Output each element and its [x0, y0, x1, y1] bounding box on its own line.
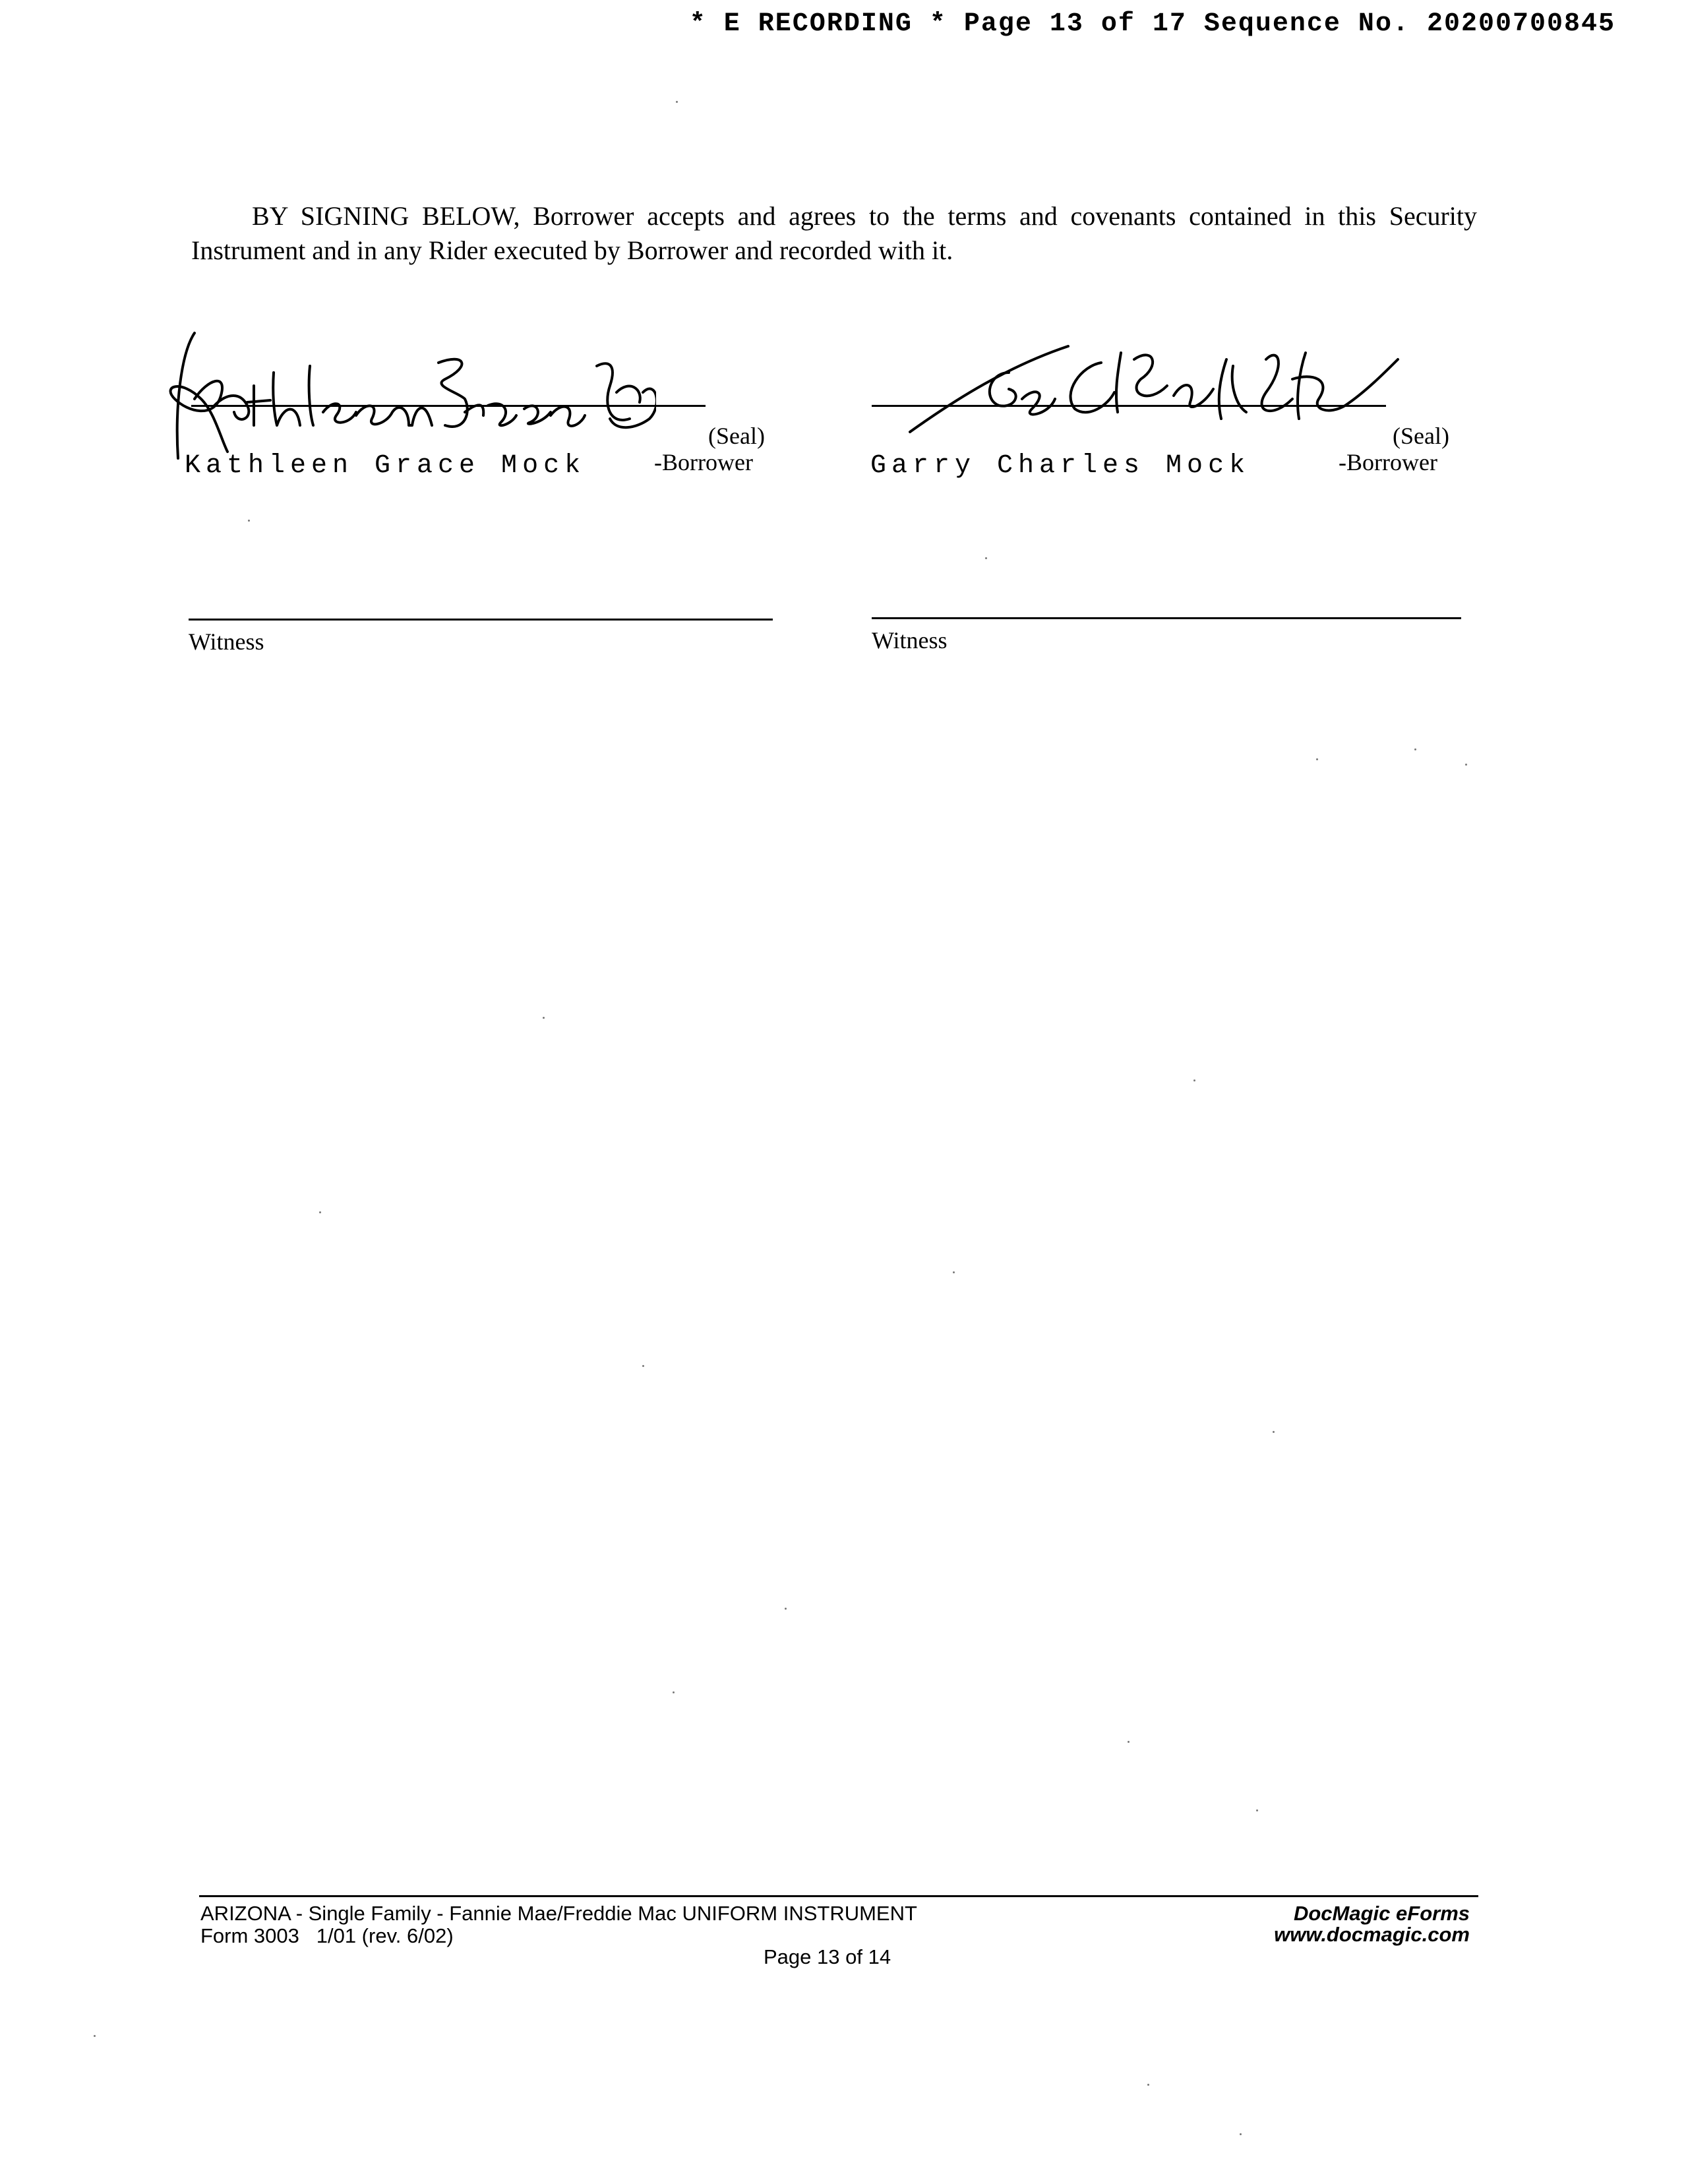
seal-label: (Seal) — [1393, 423, 1449, 449]
signature-line — [872, 405, 1386, 407]
form-number: Form 3003 1/01 (rev. 6/02) — [200, 1924, 454, 1947]
signature-image-garry — [857, 333, 1411, 452]
borrower-name: Garry Charles Mock — [870, 451, 1251, 481]
witness-label: Witness — [189, 628, 264, 655]
signing-paragraph — [191, 199, 1477, 268]
borrower-name: Kathleen Grace Mock — [185, 451, 586, 481]
witness-line — [872, 617, 1461, 619]
borrower-role: -Borrower — [654, 449, 753, 475]
borrower-role: -Borrower — [1339, 449, 1437, 475]
form-title: ARIZONA - Single Family - Fannie Mae/Freddie Mac UNIFORM INSTRUMENT — [200, 1902, 917, 1925]
footer-rule — [199, 1895, 1478, 1897]
recording-header: * E RECORDING * Page 13 of 17 Sequence No. 20200700845 — [689, 9, 1615, 39]
signature-line — [191, 405, 706, 407]
seal-label: (Seal) — [708, 423, 765, 449]
witness-label: Witness — [872, 627, 948, 653]
signing-paragraph-text: BY SIGNING BELOW, Borrower accepts and agrees to the terms and covenants contained in this Security Instrument and in any Rider executed by Borrower and recorded with it. — [191, 201, 1477, 265]
witness-line — [189, 619, 773, 621]
page-number: Page 13 of 14 — [764, 1945, 891, 1968]
docmagic-logo: DocMagic eForms — [1293, 1902, 1470, 1925]
docmagic-website: www.docmagic.com — [1274, 1923, 1470, 1946]
